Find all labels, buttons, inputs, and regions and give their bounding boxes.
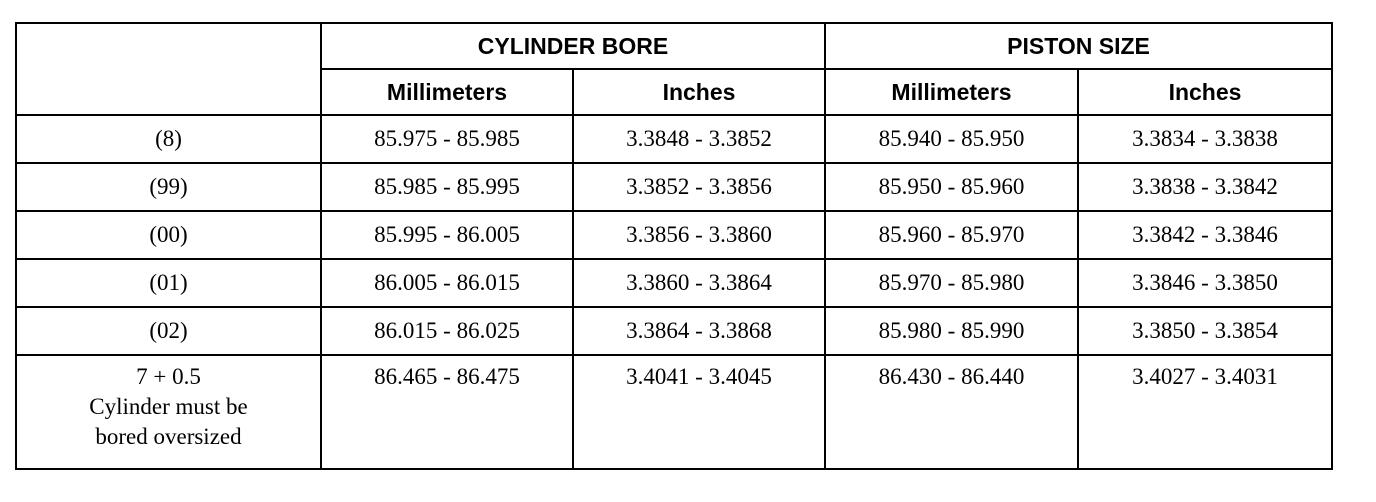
piston-mm-header: Millimeters [825,69,1078,115]
table-row [16,163,1332,211]
bore-in-cell: 3.3864 - 3.3868 [573,307,825,355]
piston-in-cell: 3.3842 - 3.3846 [1078,211,1332,259]
group-header-row [16,23,1332,69]
piston-in-cell: 3.3834 - 3.3838 [1078,115,1332,163]
piston-mm-cell: 85.950 - 85.960 [825,163,1078,211]
size-cell: (99) [16,163,321,211]
table-row [16,211,1332,259]
table-row [16,259,1332,307]
piston-in-header: Inches [1078,69,1332,115]
bore-mm-cell: 86.465 - 86.475 [321,355,573,469]
size-oversize-note-line-2: bored oversized [95,424,242,449]
bore-mm-cell: 86.005 - 86.015 [321,259,573,307]
piston-mm-cell: 85.940 - 85.950 [825,115,1078,163]
bore-mm-cell: 85.995 - 86.005 [321,211,573,259]
piston-mm-cell: 85.960 - 85.970 [825,211,1078,259]
bore-in-header: Inches [573,69,825,115]
piston-in-cell: 3.3838 - 3.3842 [1078,163,1332,211]
bore-mm-header: Millimeters [321,69,573,115]
cylinder-piston-spec-table [15,22,1333,470]
size-cell: (8) [16,115,321,163]
size-cell-oversize [16,355,321,469]
bore-in-cell: 3.4041 - 3.4045 [573,355,825,469]
bore-mm-cell: 85.975 - 85.985 [321,115,573,163]
piston-mm-cell: 85.980 - 85.990 [825,307,1078,355]
size-cell: (01) [16,259,321,307]
bore-mm-cell: 86.015 - 86.025 [321,307,573,355]
size-cell: (02) [16,307,321,355]
table-row [16,307,1332,355]
size-header-cell [16,23,321,115]
piston-in-cell: 3.4027 - 3.4031 [1078,355,1332,469]
piston-mm-cell: 86.430 - 86.440 [825,355,1078,469]
size-oversize-value: 7 + 0.5 [136,364,201,389]
bore-in-cell: 3.3856 - 3.3860 [573,211,825,259]
table-row [16,115,1332,163]
size-cell: (00) [16,211,321,259]
bore-in-cell: 3.3852 - 3.3856 [573,163,825,211]
bore-in-cell: 3.3848 - 3.3852 [573,115,825,163]
piston-size-header: PISTON SIZE [825,23,1332,69]
piston-mm-cell: 85.970 - 85.980 [825,259,1078,307]
piston-in-cell: 3.3850 - 3.3854 [1078,307,1332,355]
cylinder-bore-header: CYLINDER BORE [321,23,825,69]
bore-mm-cell: 85.985 - 85.995 [321,163,573,211]
bore-in-cell: 3.3860 - 3.3864 [573,259,825,307]
piston-in-cell: 3.3846 - 3.3850 [1078,259,1332,307]
size-oversize-note-line-1: Cylinder must be [89,394,248,419]
table-row-oversize [16,355,1332,469]
